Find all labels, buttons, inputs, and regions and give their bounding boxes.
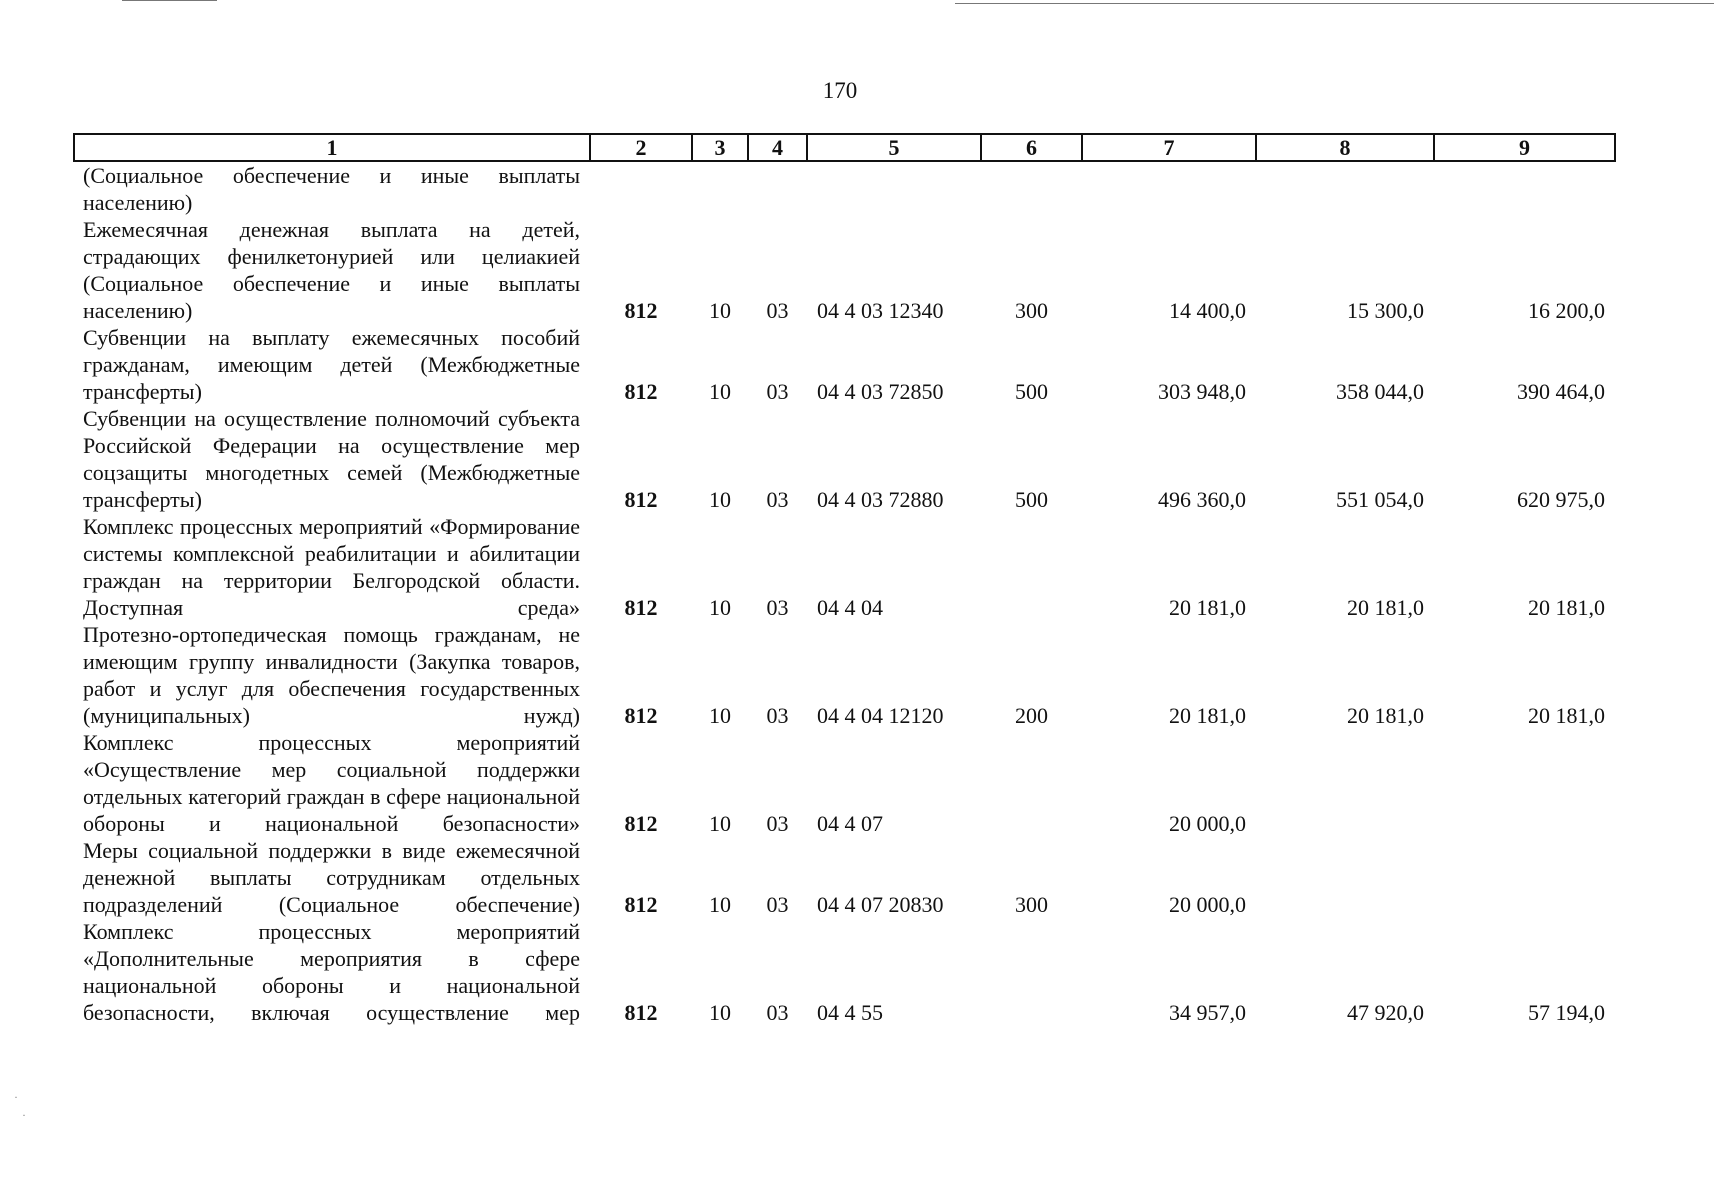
row-amount-3: 20 181,0 — [1528, 595, 1605, 620]
table-row — [74, 324, 1615, 405]
row-section: 10 — [709, 487, 731, 512]
row-name: Протезно-ортопедическая помощь гражданам, не имеющим группу инвалидности (Закупка товаров, работ и услуг для обеспечения государственных (муниципальных) нужд) — [83, 622, 580, 728]
header-col-6: 6 — [981, 134, 1082, 161]
row-expense-type: 300 — [1015, 298, 1048, 323]
row-name: Комплекс процессных мероприятий «Дополнительные мероприятия в сфере национальной обороны и национальной безопасности, включая осуществление мер — [83, 919, 580, 1025]
table-row — [74, 405, 1615, 513]
row-expense-type — [981, 513, 1082, 621]
row-amount-1 — [1082, 161, 1256, 216]
row-ministry-code: 812 — [624, 379, 658, 404]
row-target-article: 04 4 07 20830 — [817, 892, 944, 917]
row-amount-2: 551 054,0 — [1336, 487, 1424, 512]
scan-speck: · — [14, 1090, 18, 1104]
row-amount-3: 16 200,0 — [1528, 298, 1605, 323]
row-ministry-code: 812 — [624, 298, 658, 323]
table-row — [74, 729, 1615, 837]
row-subsection: 03 — [766, 1000, 789, 1025]
table-row — [74, 216, 1615, 324]
header-col-7: 7 — [1082, 134, 1256, 161]
header-col-4: 4 — [748, 134, 807, 161]
row-amount-1: 303 948,0 — [1158, 379, 1246, 404]
top-rule-left — [122, 0, 217, 1]
row-amount-2 — [1256, 161, 1434, 216]
row-expense-type: 300 — [1015, 892, 1048, 917]
table-row — [74, 161, 1615, 216]
row-target-article: 04 4 04 — [817, 595, 883, 620]
header-col-9: 9 — [1434, 134, 1615, 161]
row-amount-1: 20 000,0 — [1169, 892, 1246, 917]
row-amount-1: 496 360,0 — [1158, 487, 1246, 512]
row-section: 10 — [709, 595, 731, 620]
row-amount-1: 20 000,0 — [1169, 811, 1246, 836]
row-ministry-code: 812 — [624, 595, 658, 620]
row-subsection: 03 — [766, 487, 789, 512]
row-amount-1: 14 400,0 — [1169, 298, 1246, 323]
row-amount-3: 20 181,0 — [1528, 703, 1605, 728]
row-subsection: 03 — [766, 595, 789, 620]
row-section: 10 — [709, 703, 731, 728]
row-amount-2 — [1256, 729, 1434, 837]
row-amount-3: 620 975,0 — [1517, 487, 1605, 512]
row-section: 10 — [709, 298, 731, 323]
row-subsection: 03 — [766, 298, 789, 323]
table-body — [74, 161, 1615, 1026]
row-expense-type: 200 — [1015, 703, 1048, 728]
row-subsection: 03 — [766, 811, 789, 836]
row-ministry-code — [590, 161, 692, 216]
header-col-8: 8 — [1256, 134, 1434, 161]
row-amount-2: 47 920,0 — [1347, 1000, 1424, 1025]
row-ministry-code: 812 — [624, 1000, 658, 1025]
row-section: 10 — [709, 892, 731, 917]
row-amount-2 — [1256, 837, 1434, 918]
row-name: Субвенции на выплату ежемесячных пособий гражданам, имеющим детей (Межбюджетные трансферты) — [83, 325, 580, 404]
table-row — [74, 837, 1615, 918]
row-section: 10 — [709, 379, 731, 404]
table-row — [74, 621, 1615, 729]
row-subsection — [748, 161, 807, 216]
row-amount-1: 20 181,0 — [1169, 595, 1246, 620]
row-expense-type: 500 — [1015, 487, 1048, 512]
row-target-article — [807, 161, 981, 216]
header-col-3: 3 — [692, 134, 748, 161]
row-target-article: 04 4 03 72880 — [817, 487, 944, 512]
row-amount-2: 358 044,0 — [1336, 379, 1424, 404]
row-target-article: 04 4 55 — [817, 1000, 883, 1025]
row-amount-2: 20 181,0 — [1347, 703, 1424, 728]
row-ministry-code: 812 — [624, 703, 658, 728]
row-section — [692, 161, 748, 216]
row-amount-3 — [1434, 729, 1615, 837]
row-subsection: 03 — [766, 379, 789, 404]
budget-table — [73, 133, 1616, 1026]
header-col-5: 5 — [807, 134, 981, 161]
scan-speck: · — [22, 1108, 26, 1122]
row-expense-type — [981, 161, 1082, 216]
row-section: 10 — [709, 1000, 731, 1025]
header-row — [74, 134, 1615, 161]
row-expense-type: 500 — [1015, 379, 1048, 404]
table-row — [74, 918, 1615, 1026]
row-amount-3 — [1434, 161, 1615, 216]
row-ministry-code: 812 — [624, 487, 658, 512]
page-number: 170 — [822, 78, 858, 103]
row-amount-3 — [1434, 837, 1615, 918]
row-name: Ежемесячная денежная выплата на детей, страдающих фенилкетонурией или целиакией (Социальное обеспечение и иные выплаты населению) — [83, 217, 580, 323]
table-row — [74, 513, 1615, 621]
row-amount-3: 57 194,0 — [1528, 1000, 1605, 1025]
row-amount-2: 20 181,0 — [1347, 595, 1424, 620]
row-subsection: 03 — [766, 703, 789, 728]
row-name: Субвенции на осуществление полномочий субъекта Российской Федерации на осуществление мер соцзащиты многодетных семей (Межбюджетные трансферты) — [83, 406, 580, 512]
row-subsection: 03 — [766, 892, 789, 917]
top-rule-right — [955, 3, 1714, 4]
row-ministry-code: 812 — [624, 892, 658, 917]
row-name: Меры социальной поддержки в виде ежемесячной денежной выплаты сотрудникам отдельных подразделений (Социальное обеспечение) — [83, 838, 580, 917]
row-target-article: 04 4 04 12120 — [817, 703, 944, 728]
row-target-article: 04 4 03 72850 — [817, 379, 944, 404]
row-name: Комплекс процессных мероприятий «Формирование системы комплексной реабилитации и абилитации граждан на территории Белгородской области. Доступная среда» — [83, 514, 580, 620]
table-header — [74, 134, 1615, 161]
row-amount-2: 15 300,0 — [1347, 298, 1424, 323]
row-expense-type — [981, 918, 1082, 1026]
row-expense-type — [981, 729, 1082, 837]
row-name: (Социальное обеспечение и иные выплаты населению) — [83, 163, 580, 215]
header-col-2: 2 — [590, 134, 692, 161]
row-amount-1: 34 957,0 — [1169, 1000, 1246, 1025]
header-col-1: 1 — [74, 134, 590, 161]
row-section: 10 — [709, 811, 731, 836]
row-target-article: 04 4 07 — [817, 811, 883, 836]
row-amount-3: 390 464,0 — [1517, 379, 1605, 404]
row-name: Комплекс процессных мероприятий «Осуществление мер социальной поддержки отдельных категорий граждан в сфере национальной обороны и национальной безопасности» — [83, 730, 580, 836]
row-amount-1: 20 181,0 — [1169, 703, 1246, 728]
row-ministry-code: 812 — [624, 811, 658, 836]
row-target-article: 04 4 03 12340 — [817, 298, 944, 323]
